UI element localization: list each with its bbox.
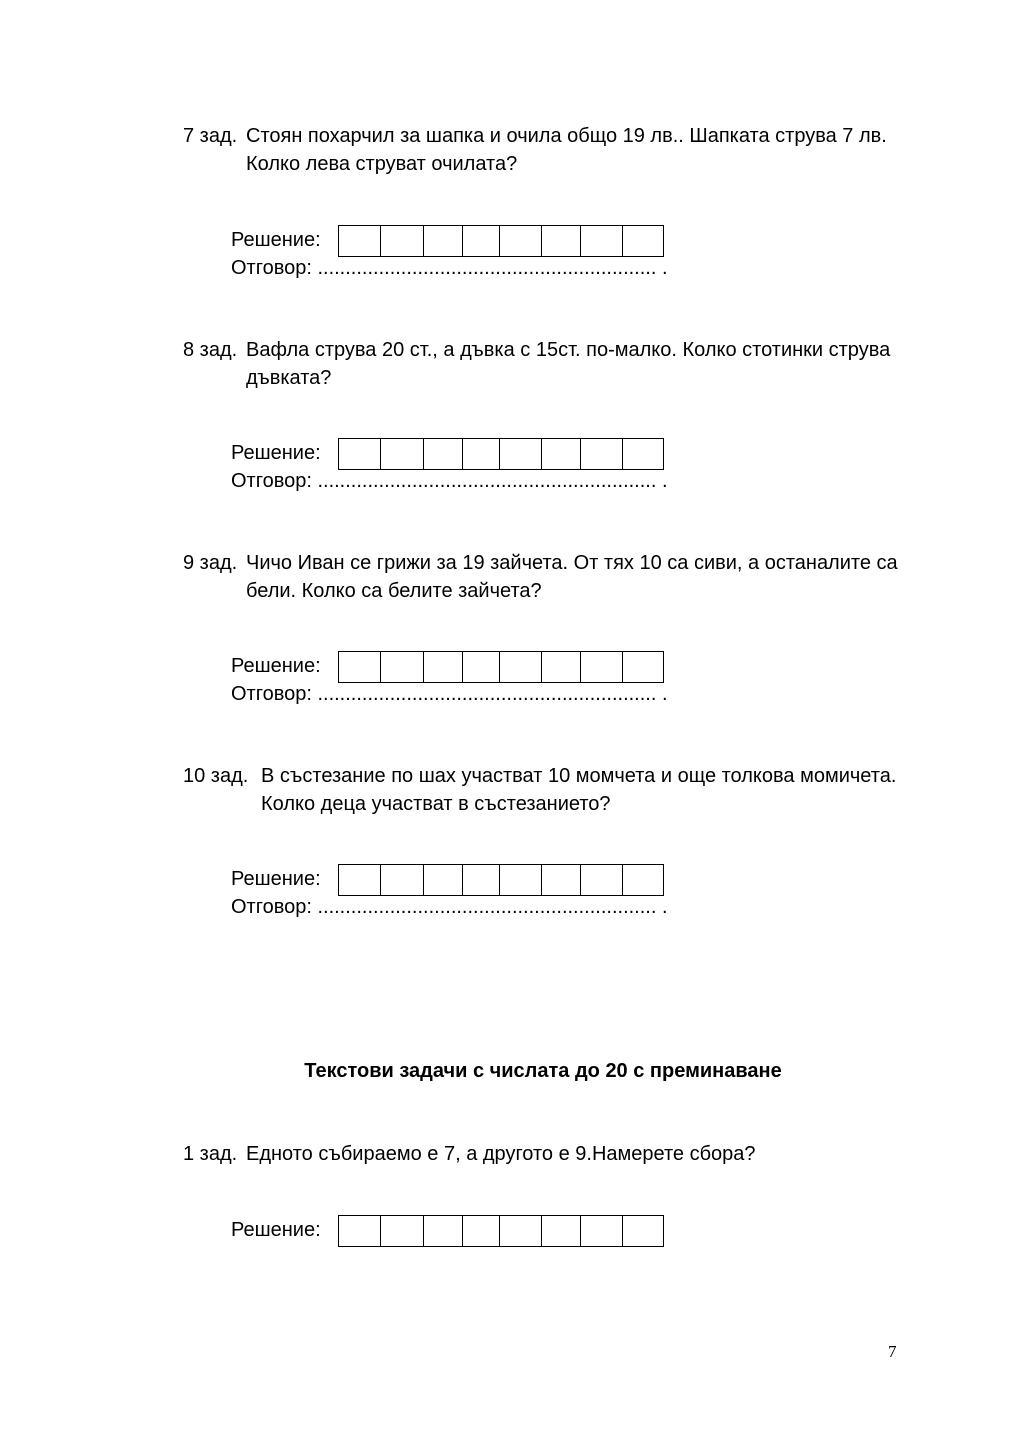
solution-row: [231, 439, 338, 467]
solution-grid[interactable]: [338, 864, 664, 896]
grid-cell[interactable]: [424, 1216, 463, 1246]
task-text: [246, 336, 926, 392]
grid-cell[interactable]: [339, 439, 381, 469]
grid-cell[interactable]: [581, 865, 623, 895]
grid-cell[interactable]: [500, 439, 542, 469]
task-number: 8 зад.: [183, 339, 238, 361]
grid-cell[interactable]: [581, 439, 623, 469]
solution-grid[interactable]: [338, 438, 664, 470]
grid-cell[interactable]: [542, 1216, 581, 1246]
grid-cell[interactable]: [542, 439, 581, 469]
grid-cell[interactable]: [623, 652, 663, 682]
task-7: [183, 122, 887, 175]
page-number: 7: [888, 1342, 897, 1361]
grid-cell[interactable]: [339, 652, 381, 682]
task-text-line: В състезание по шах участват 10 момчета и още толкова момичета.: [261, 765, 897, 787]
grid-cell[interactable]: [500, 865, 542, 895]
grid-cell[interactable]: [381, 865, 424, 895]
grid-cell[interactable]: [381, 226, 424, 256]
grid-cell[interactable]: [463, 439, 500, 469]
solution-label: Решение:: [231, 655, 321, 677]
grid-cell[interactable]: [623, 226, 663, 256]
grid-cell[interactable]: [339, 226, 381, 256]
grid-cell[interactable]: [424, 652, 463, 682]
task-text-line: бели. Колко са белите зайчета?: [246, 580, 542, 602]
task-8: [183, 336, 891, 389]
grid-cell[interactable]: [542, 226, 581, 256]
grid-cell[interactable]: [500, 652, 542, 682]
solution-label: Решение:: [231, 1219, 321, 1241]
solution-row: [231, 865, 338, 893]
grid-cell[interactable]: [463, 1216, 500, 1246]
task-text-line: Колко лева струват очилата?: [246, 153, 518, 175]
grid-cell[interactable]: [581, 226, 623, 256]
task-number: 7 зад.: [183, 125, 238, 147]
grid-cell[interactable]: [500, 226, 542, 256]
grid-cell[interactable]: [424, 865, 463, 895]
grid-cell[interactable]: [581, 652, 623, 682]
grid-cell[interactable]: [542, 865, 581, 895]
grid-cell[interactable]: [623, 865, 663, 895]
task-text: [246, 122, 926, 178]
answer-line[interactable]: Отговор: ............................................................. .: [231, 896, 668, 918]
solution-label: Решение:: [231, 442, 321, 464]
section-task-1: [183, 1140, 756, 1168]
solution-row: [231, 652, 338, 680]
solution-grid[interactable]: [338, 651, 664, 683]
task-text: [246, 1140, 926, 1168]
grid-cell[interactable]: [463, 652, 500, 682]
section-heading: Текстови задачи с числата до 20 с преминаване: [304, 1060, 782, 1082]
grid-cell[interactable]: [542, 652, 581, 682]
grid-cell[interactable]: [381, 1216, 424, 1246]
grid-cell[interactable]: [623, 1216, 663, 1246]
grid-cell[interactable]: [623, 439, 663, 469]
task-number: 10 зад.: [183, 765, 249, 787]
task-number: 9 зад.: [183, 552, 238, 574]
task-text: [261, 762, 961, 818]
task-text-line: Вафла струва 20 ст., а дъвка с 15ст. по-малко. Колко стотинки струва: [246, 339, 891, 361]
solution-row: [231, 1216, 338, 1244]
solution-grid[interactable]: [338, 225, 664, 257]
grid-cell[interactable]: [339, 865, 381, 895]
task-10: [183, 762, 897, 815]
task-text-line: Колко деца участват в състезанието?: [261, 793, 611, 815]
solution-grid[interactable]: [338, 1215, 664, 1247]
grid-cell[interactable]: [424, 226, 463, 256]
answer-line[interactable]: Отговор: ............................................................. .: [231, 257, 668, 279]
grid-cell[interactable]: [581, 1216, 623, 1246]
grid-cell[interactable]: [339, 1216, 381, 1246]
task-text-line: Стоян похарчил за шапка и очила общо 19 лв.. Шапката струва 7 лв.: [246, 125, 887, 147]
task-text-line: Чичо Иван се грижи за 19 зайчета. От тях 10 са сиви, а останалите са: [246, 552, 898, 574]
task-text-line: Едното събираемо е 7, а другото е 9.Намерете сбора?: [246, 1143, 756, 1165]
grid-cell[interactable]: [424, 439, 463, 469]
answer-line[interactable]: Отговор: ............................................................. .: [231, 683, 668, 705]
solution-row: [231, 226, 338, 254]
grid-cell[interactable]: [381, 652, 424, 682]
solution-label: Решение:: [231, 868, 321, 890]
grid-cell[interactable]: [463, 226, 500, 256]
task-number: 1 зад.: [183, 1143, 238, 1165]
answer-line[interactable]: Отговор: ............................................................. .: [231, 470, 668, 492]
task-text: [246, 549, 926, 605]
task-9: [183, 549, 898, 602]
grid-cell[interactable]: [500, 1216, 542, 1246]
grid-cell[interactable]: [381, 439, 424, 469]
solution-label: Решение:: [231, 229, 321, 251]
task-text-line: дъвката?: [246, 367, 332, 389]
grid-cell[interactable]: [463, 865, 500, 895]
